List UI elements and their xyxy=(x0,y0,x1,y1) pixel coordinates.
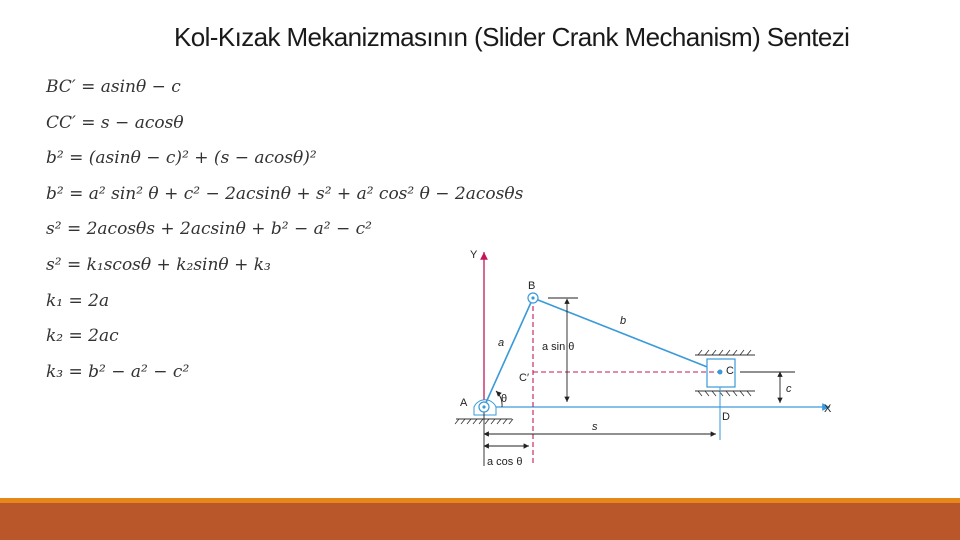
label-x-axis: X xyxy=(824,403,832,415)
footer-band xyxy=(0,503,960,540)
equation-k3: k₃ = b² − a² − c² xyxy=(46,361,190,382)
coupler-link-b xyxy=(533,298,720,372)
label-d-point: D xyxy=(722,411,730,423)
joint-c xyxy=(718,370,723,375)
equation-b-squared: b² = (asinθ − c)² + (s − acosθ)² xyxy=(46,148,317,169)
equation-cc: CC′ = s − acosθ xyxy=(46,112,184,133)
equation-k2: k₂ = 2ac xyxy=(46,326,119,347)
equation-bc: BC′ = asinθ − c xyxy=(46,77,181,97)
label-y-axis: Y xyxy=(470,249,478,261)
label-theta: θ xyxy=(501,393,508,405)
equation-k1: k₁ = 2a xyxy=(46,290,110,311)
label-c-point: C xyxy=(726,365,734,377)
label-a-sin-theta: a sin θ xyxy=(542,341,575,353)
equation-s-squared: s² = 2acosθs + 2acsinθ + b² − a² − c² xyxy=(46,219,372,240)
label-a-cos-theta: a cos θ xyxy=(487,456,523,468)
joint-b xyxy=(528,293,538,303)
label-c-prime: C′ xyxy=(519,372,530,384)
slide-title: Kol-Kızak Mekanizmasının (Slider Crank Mechanism) Sentezi xyxy=(174,22,850,52)
label-link-b: b xyxy=(620,315,627,327)
label-b-point: B xyxy=(528,280,536,292)
crank-link-a xyxy=(484,298,533,407)
slider-crank-diagram xyxy=(450,240,840,470)
label-a-point: A xyxy=(460,397,468,409)
label-s: s xyxy=(592,421,598,433)
equation-b-squared-expanded: b² = a² sin² θ + c² − 2acsinθ + s² + a² cos² θ − 2acosθs xyxy=(46,183,524,204)
label-c-offset: c xyxy=(786,383,792,395)
label-link-a: a xyxy=(498,337,505,349)
equation-s-squared-k: s² = k₁scosθ + k₂sinθ + k₃ xyxy=(46,254,271,275)
joint-a xyxy=(479,402,489,412)
